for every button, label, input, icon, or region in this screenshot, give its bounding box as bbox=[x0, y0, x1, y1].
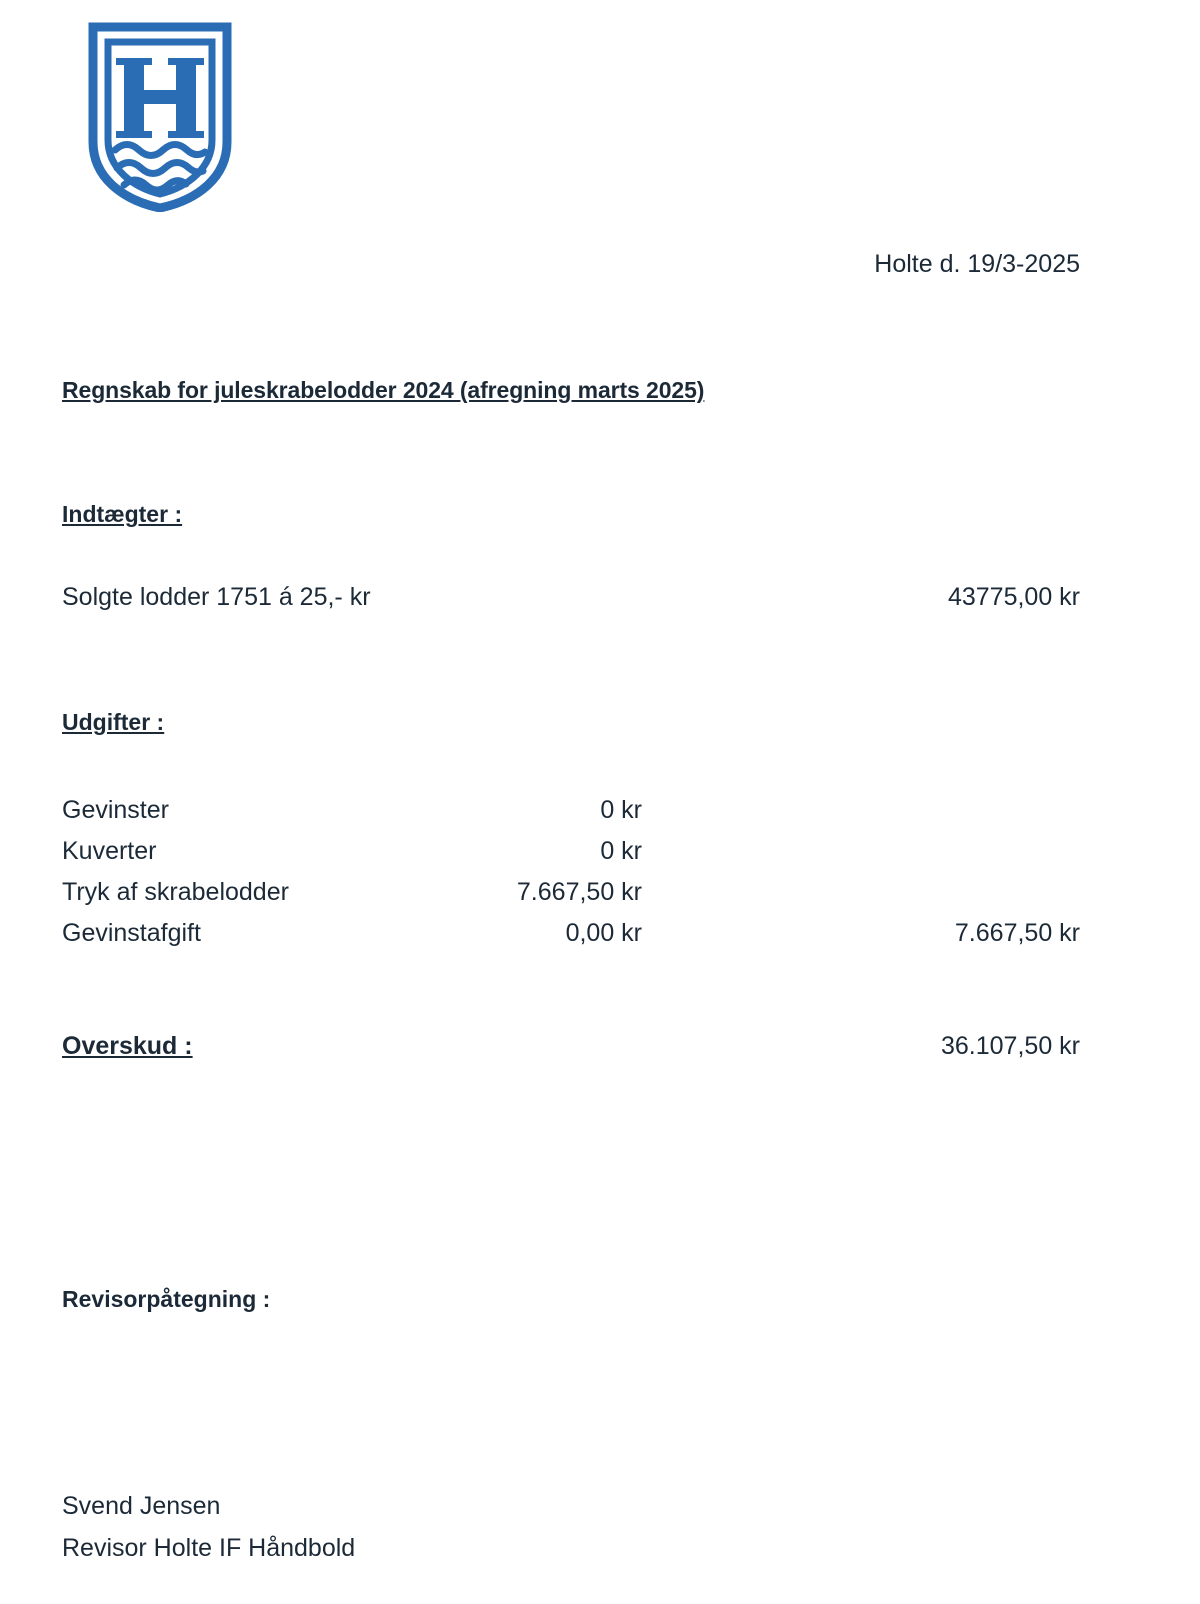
table-row bbox=[62, 831, 1080, 872]
income-section-heading: Indtægter : bbox=[62, 501, 183, 527]
auditor-section-heading: Revisorpåtegning : bbox=[62, 1286, 271, 1312]
expense-amount: 0 kr bbox=[600, 837, 642, 865]
income-row-label: Solgte lodder 1751 á 25,- kr bbox=[62, 583, 371, 611]
table-row bbox=[62, 790, 1080, 831]
table-row bbox=[62, 872, 1080, 913]
expense-amount: 0 kr bbox=[600, 796, 642, 824]
income-row-amount: 43775,00 kr bbox=[947, 583, 1080, 611]
surplus-label: Overskud : bbox=[62, 1032, 193, 1060]
expense-amount: 0,00 kr bbox=[565, 919, 642, 947]
expense-label: Tryk af skrabelodder bbox=[62, 878, 289, 906]
expense-label: Gevinster bbox=[62, 796, 169, 824]
club-logo bbox=[88, 22, 232, 212]
expense-amount: 7.667,50 kr bbox=[516, 878, 642, 906]
expenses-table bbox=[62, 790, 1080, 954]
auditor-role: Revisor Holte IF Håndbold bbox=[62, 1534, 356, 1562]
page-title: Regnskab for juleskrabelodder 2024 (afregning marts 2025) bbox=[62, 377, 705, 403]
shield-icon bbox=[88, 22, 232, 212]
surplus-amount: 36.107,50 kr bbox=[941, 1032, 1080, 1060]
auditor-name: Svend Jensen bbox=[62, 1492, 221, 1520]
table-row bbox=[62, 913, 1080, 954]
expense-label: Kuverter bbox=[62, 837, 157, 865]
expenses-section-heading: Udgifter : bbox=[62, 709, 165, 735]
expense-label: Gevinstafgift bbox=[62, 919, 201, 947]
expense-total: 7.667,50 kr bbox=[954, 919, 1080, 947]
date-line: Holte d. 19/3-2025 bbox=[874, 250, 1080, 278]
